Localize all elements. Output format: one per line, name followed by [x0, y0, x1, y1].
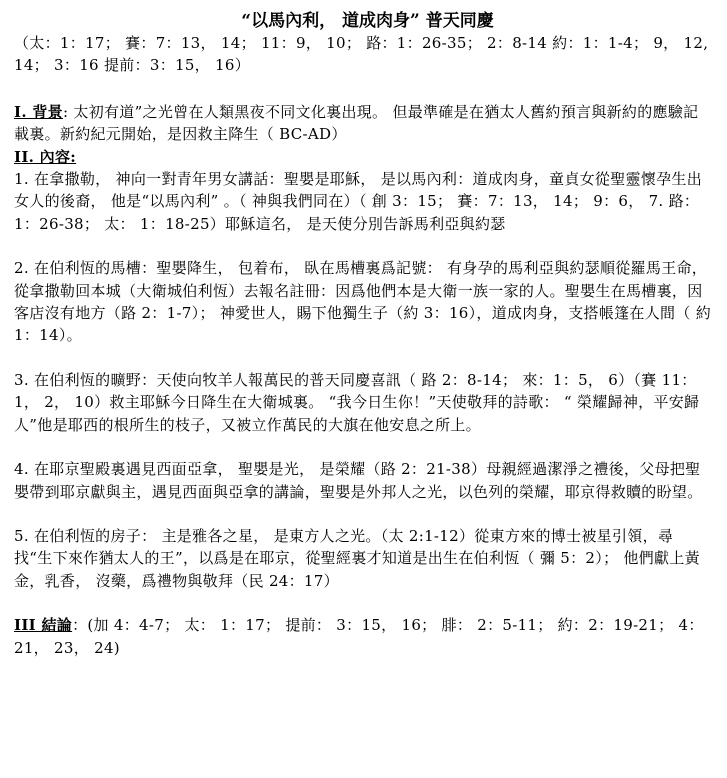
- scripture-references: （太：1：17； 賽：7：13， 14； 11：9， 10； 路：1：26-35； 2：8-14 約：1：1-4； 9， 12,14； 3：16 提前：3：15， 16）: [14, 34, 709, 75]
- content-item-1: 1. 在拿撒勒， 神向一對青年男女講話：聖嬰是耶穌， 是以馬內利：道成肉身，童貞女從聖靈懷孕生出女人的後裔， 他是“以馬內利” 。（ 神與我們同在）（ 創 3：15； 賽：7：13， 14； 9：6， 7. 路： 1：26-38； 太： 1：18-25）耶穌這名， 是天使分別告訴馬利亞與約瑟: [14, 170, 703, 233]
- page-title: “以馬內利， 道成肉身” 普天同慶: [241, 11, 494, 31]
- conclusion-text: ：(加 4：4-7； 太： 1：17； 提前： 3：15， 16； 腓： 2：5-11； 約：2：19-21； 4：21， 23， 24): [14, 616, 704, 657]
- content-item-2: 2. 在伯利恆的馬槽：聖嬰降生， 包着布， 臥在馬槽裏爲記號： 有身孕的馬利亞與約瑟順從羅馬王命，從拿撒勒回本城（大衛城伯利恆）去報名註冊：因爲他們本是大衛一族一家的人。聖嬰生在馬槽裏，因客店沒有地方（路 2：1-7）； 神愛世人，賜下他獨生子（約 3：16），道成肉身，支搭帳篷在人間（ 約 1：14）。: [14, 259, 712, 345]
- content-item-4: 4. 在耶京聖殿裏遇見西面亞拿， 聖嬰是光， 是榮耀（路 2：21-38）母親經過潔淨之禮後，父母把聖嬰帶到耶京獻與主，遇見西面與亞拿的講論，聖嬰是外邦人之光，以色列的榮耀，耶京得救贖的盼望。: [14, 460, 703, 501]
- background-paragraph: [14, 101, 711, 146]
- background-text: : 太初有道”之光曾在人類黑夜不同文化裏出現。 但最準確是在猶太人舊約預言與新約的應驗記載裏。新約紀元開始，是因救主降生（ BC-AD）: [14, 102, 699, 144]
- content-heading: II. 內容:: [14, 147, 77, 166]
- content-item-3: 3. 在伯利恆的曠野：天使向牧羊人報萬民的普天同慶喜訊（ 路 2：8-14； 來：1：5， 6）（賽 11：1， 2， 10）救主耶穌今日降生在大衛城裏。 “我今日生你！”天使敬拜的詩歌： “ 榮耀歸神，平安歸人”他是耶西的根所生的枝子，又被立作萬民的大旗在他安息之所上。: [14, 370, 700, 434]
- conclusion-paragraph: [14, 614, 711, 659]
- content-heading-line: [14, 146, 711, 168]
- background-heading: I. 背景: [14, 102, 63, 121]
- conclusion-heading: III 結論: [14, 616, 73, 635]
- content-item-5: 5. 在伯利恆的房子： 主是雅各之星， 是東方人之光。（太 2:1-12）從東方來的博士被星引領，尋找“生下來作猶太人的王”，以爲是在耶京，從聖經裏才知道是出生在伯利恆（ 彌 5：2）； 他們獻上黃金，乳香， 沒藥，爲禮物與敬拜（民 24：17）: [14, 526, 700, 590]
